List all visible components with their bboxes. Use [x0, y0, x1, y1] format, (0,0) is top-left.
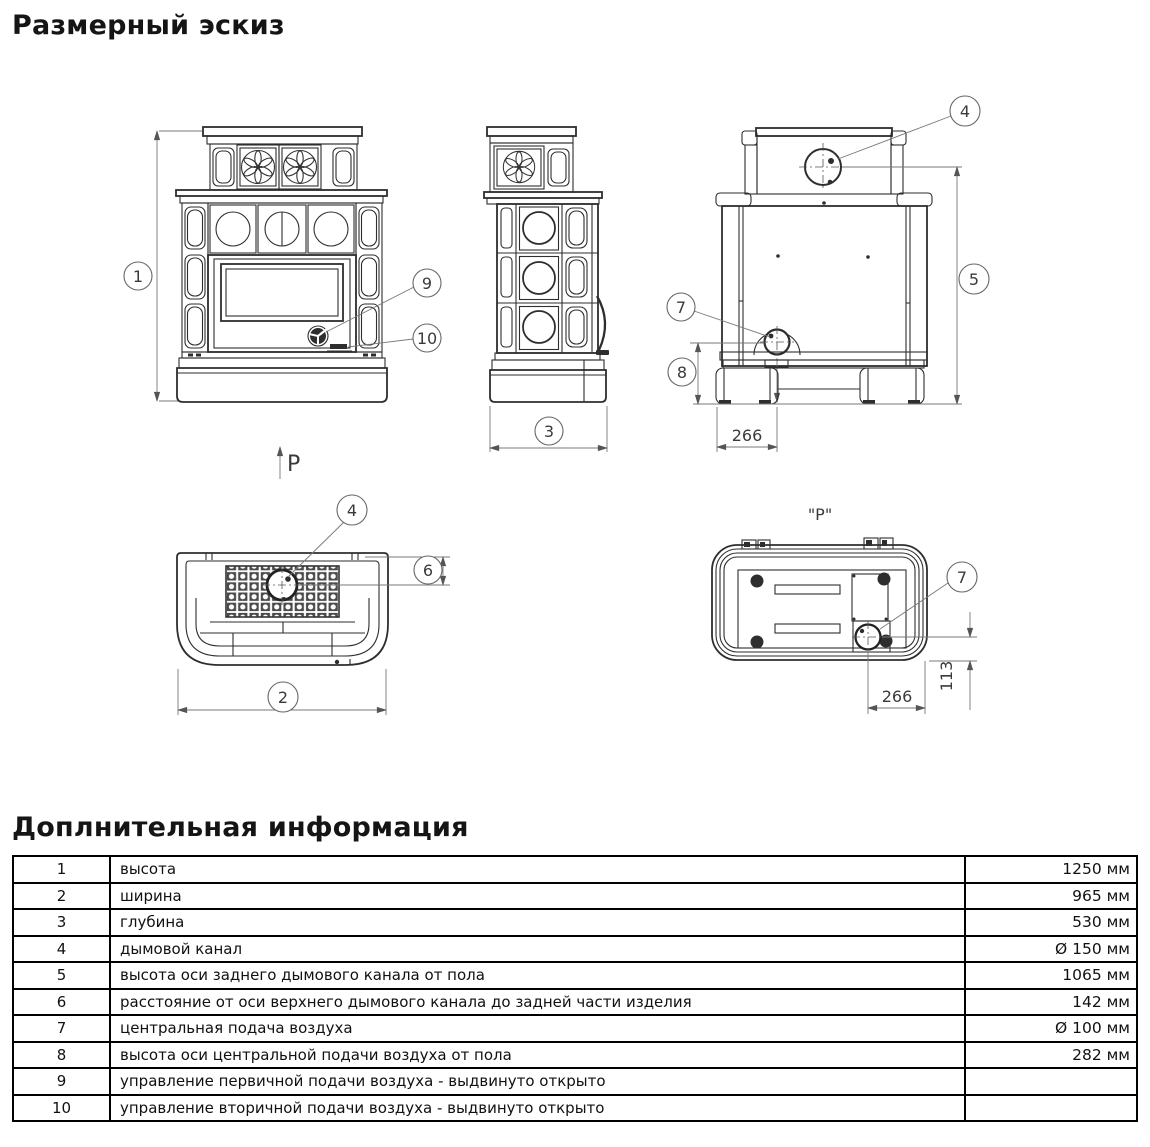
svg-text:5: 5	[968, 270, 980, 289]
rosette-tile-icon	[242, 151, 275, 184]
row-value: 1250 мм	[965, 856, 1137, 883]
row-description: центральная подача воздуха	[110, 1015, 965, 1042]
row-description: управление первичной подачи воздуха - выдвинуто открыто	[110, 1068, 965, 1095]
row-value: Ø 150 мм	[965, 936, 1137, 963]
row-value: 1065 мм	[965, 962, 1137, 989]
row-description: глубина	[110, 909, 965, 936]
row-value: Ø 100 мм	[965, 1015, 1137, 1042]
row-number: 2	[13, 883, 110, 910]
row-number: 10	[13, 1095, 110, 1122]
row-value	[965, 1095, 1137, 1122]
row-number: 5	[13, 962, 110, 989]
row-description: высота оси заднего дымового канала от пола	[110, 962, 965, 989]
row-description: дымовой канал	[110, 936, 965, 963]
table-row	[13, 1095, 1137, 1122]
rosette-tile-icon	[284, 151, 317, 184]
row-number: 8	[13, 1042, 110, 1069]
depth-dimension-3	[490, 406, 607, 452]
dimension-266-bottom	[868, 652, 925, 714]
svg-text:2: 2	[277, 688, 289, 707]
row-number: 3	[13, 909, 110, 936]
dimension-266-rear	[717, 407, 777, 452]
rear-view	[667, 96, 989, 452]
svg-text:3: 3	[543, 422, 555, 441]
svg-text:266: 266	[731, 426, 763, 445]
row-description: расстояние от оси верхнего дымового канала до задней части изделия	[110, 989, 965, 1016]
callout-7-group-rear	[667, 293, 770, 337]
table-row	[13, 989, 1137, 1016]
row-description: управление вторичной подачи воздуха - выдвинуто открыто	[110, 1095, 965, 1122]
row-value: 965 мм	[965, 883, 1137, 910]
height-dimension-1	[124, 131, 202, 401]
table-row	[13, 936, 1137, 963]
table-row	[13, 1068, 1137, 1095]
table-row	[13, 883, 1137, 910]
table-row	[13, 962, 1137, 989]
row-number: 4	[13, 936, 110, 963]
additional-info-table	[12, 855, 1138, 1122]
front-view	[124, 127, 441, 479]
row-value: 530 мм	[965, 909, 1137, 936]
row-number: 6	[13, 989, 110, 1016]
table-row	[13, 1042, 1137, 1069]
svg-text:7: 7	[675, 298, 687, 317]
foot-mark	[751, 575, 764, 588]
svg-text:9: 9	[421, 274, 433, 293]
svg-text:4: 4	[346, 501, 358, 520]
row-description: высота оси центральной подачи воздуха от пола	[110, 1042, 965, 1069]
row-value	[965, 1068, 1137, 1095]
svg-text:10: 10	[416, 329, 438, 348]
row-value: 282 мм	[965, 1042, 1137, 1069]
primary-air-knob	[308, 326, 328, 346]
table-row	[13, 1015, 1137, 1042]
rosette-tile-icon	[503, 151, 534, 182]
callout-4-group-top	[288, 495, 367, 577]
row-number: 9	[13, 1068, 110, 1095]
svg-text:6: 6	[422, 561, 434, 580]
callout-7-group-bottom	[880, 562, 977, 629]
row-description: высота	[110, 856, 965, 883]
svg-text:P: P	[287, 452, 301, 477]
smoke-channel-opening	[799, 143, 847, 191]
svg-text:7: 7	[956, 568, 968, 587]
row-number: 7	[13, 1015, 110, 1042]
svg-text:266: 266	[881, 687, 913, 706]
central-air-inlet	[754, 326, 800, 402]
svg-text:4: 4	[959, 102, 971, 121]
svg-text:113: 113	[937, 660, 956, 692]
view-direction-p	[280, 447, 300, 479]
row-number: 1	[13, 856, 110, 883]
stove-door	[208, 255, 356, 352]
svg-text:8: 8	[676, 363, 688, 382]
table-row	[13, 856, 1137, 883]
page-title: Размерный эскиз	[12, 10, 285, 41]
width-dimension-2	[178, 669, 386, 715]
table-row	[13, 909, 1137, 936]
row-description: ширина	[110, 883, 965, 910]
p-view-label: "P"	[807, 505, 833, 524]
row-value: 142 мм	[965, 989, 1137, 1016]
bottom-view-p	[712, 505, 977, 714]
svg-text:1: 1	[132, 267, 144, 286]
section-title-additional-info: Доплнительная информация	[12, 812, 469, 843]
top-view	[177, 495, 450, 715]
foot-mark	[751, 636, 764, 649]
side-view	[484, 127, 609, 452]
